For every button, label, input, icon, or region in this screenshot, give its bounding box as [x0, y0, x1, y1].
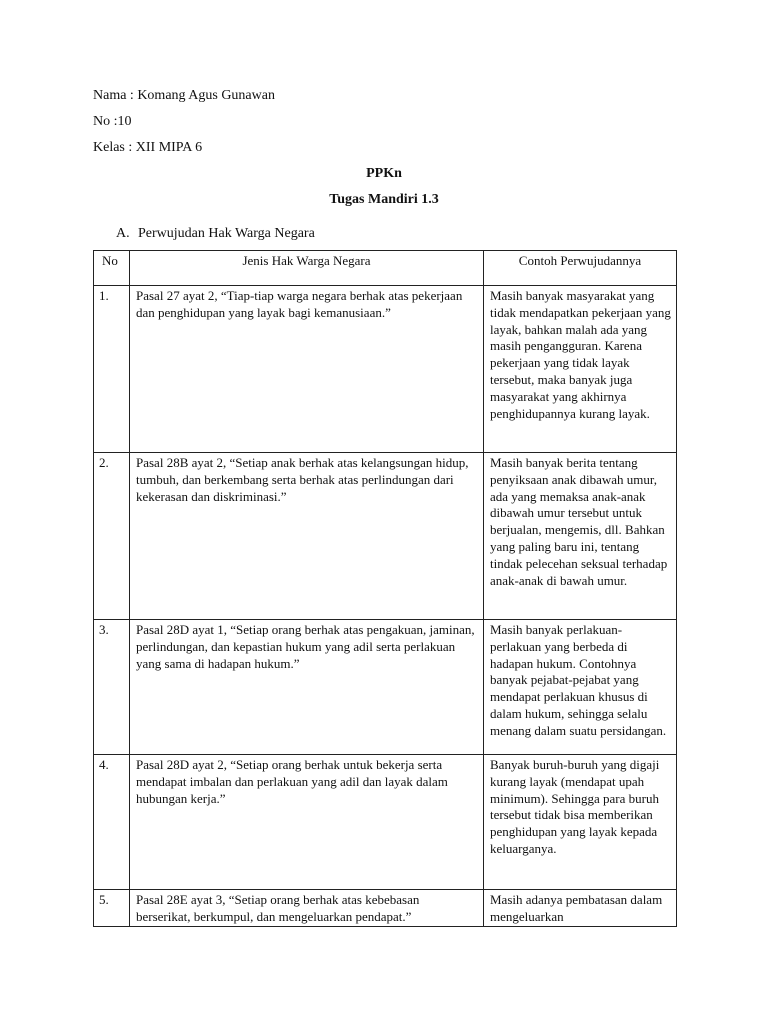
row-jenis: Pasal 27 ayat 2, “Tiap-tiap warga negara berhak atas pekerjaan dan penghidupan yang layak bagi kemanusiaan.”	[130, 286, 484, 453]
row-contoh: Masih banyak perlakuan-perlakuan yang berbeda di hadapan hukum. Contohnya banyak pejabat-pejabat yang mendapat perlakuan khusus di dalam hukum, sehingga selalu menang dalam suatu persidangan.	[484, 620, 677, 755]
table-row	[94, 755, 677, 890]
row-number: 5.	[94, 890, 130, 927]
header-jenis: Jenis Hak Warga Negara	[130, 251, 484, 286]
row-contoh: Masih banyak berita tentang penyiksaan anak dibawah umur, ada yang memaksa anak-anak dibawah umur tersebut untuk berjualan, mengemis, dll. Bahkan yang paling baru ini, tentang tindak pelecehan seksual terhadap anak-anak di bawah umur.	[484, 453, 677, 620]
table-row	[94, 286, 677, 453]
row-contoh: Banyak buruh-buruh yang digaji kurang layak (mendapat upah minimum). Sehingga para buruh tersebut tidak bisa memberikan penghidupan yang layak kepada keluarganya.	[484, 755, 677, 890]
header-no: No	[94, 251, 130, 286]
row-jenis: Pasal 28D ayat 1, “Setiap orang berhak atas pengakuan, jaminan, perlindungan, dan kepastian hukum yang adil serta perlakuan yang sama di hadapan hukum.”	[130, 620, 484, 755]
subject-title: PPKn	[366, 166, 402, 181]
row-number: 1.	[94, 286, 130, 453]
student-class: Kelas : XII MIPA 6	[93, 140, 203, 155]
table-row	[94, 620, 677, 755]
table-row	[94, 890, 677, 927]
table-row	[94, 453, 677, 620]
row-jenis: Pasal 28B ayat 2, “Setiap anak berhak atas kelangsungan hidup, tumbuh, dan berkembang serta berhak atas perlindungan dari kekerasan dan diskriminasi.”	[130, 453, 484, 620]
row-contoh	[484, 890, 677, 927]
section-letter: A.	[116, 226, 130, 241]
student-number: No :10	[93, 114, 132, 129]
row-number: 3.	[94, 620, 130, 755]
section-title: Perwujudan Hak Warga Negara	[138, 226, 315, 241]
row-jenis: Pasal 28E ayat 3, “Setiap orang berhak atas kebebasan berserikat, berkumpul, dan mengeluarkan pendapat.”	[130, 890, 484, 927]
row-jenis: Pasal 28D ayat 2, “Setiap orang berhak untuk bekerja serta mendapat imbalan dan perlakuan yang adil dan layak dalam hubungan kerja.”	[130, 755, 484, 890]
row-contoh: Masih banyak masyarakat yang tidak mendapatkan pekerjaan yang layak, bahkan malah ada yang masih pengangguran. Karena pekerjaan yang tidak layak tersebut, maka banyak juga masyarakat yang akhirnya penghidupannya kurang layak.	[484, 286, 677, 453]
row-contoh-text: Masih adanya pembatasan dalam mengeluarkan	[490, 892, 663, 924]
rights-table	[93, 250, 677, 927]
table-header-row	[94, 251, 677, 286]
header-contoh: Contoh Perwujudannya	[484, 251, 677, 286]
row-number: 2.	[94, 453, 130, 620]
section-heading	[116, 226, 315, 242]
row-number: 4.	[94, 755, 130, 890]
assignment-title: Tugas Mandiri 1.3	[329, 192, 439, 207]
student-name: Nama : Komang Agus Gunawan	[93, 88, 275, 103]
